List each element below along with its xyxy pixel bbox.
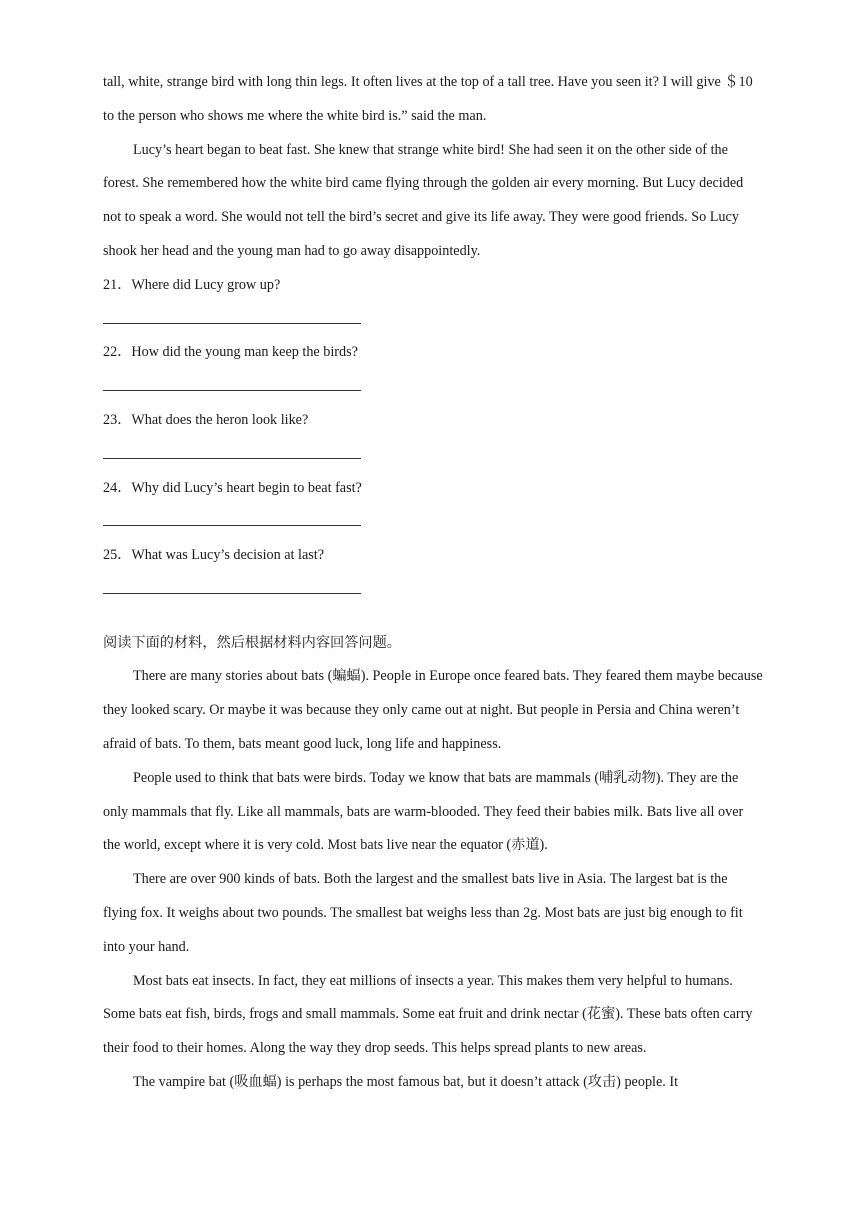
passage2-paragraph: Most bats eat insects. In fact, they eat millions of insects a year. This makes them very helpful to humans. Some bats eat fish, birds, frogs and small mammals. Some eat fruit and drink nectar (花蜜). These bats often carry their food to their homes. Along the way they drop seeds. This helps spread plants to new areas.: [103, 972, 753, 1057]
answer-line-23[interactable]: [103, 438, 361, 472]
section-instruction: 阅读下面的材料，然后根据材料内容回答问题。: [103, 634, 401, 651]
question-22: 22．How did the young man keep the birds?: [103, 344, 358, 361]
passage2-paragraph: There are many stories about bats (蝙蝠). People in Europe once feared bats. They feared them maybe because they looked scary. Or maybe it was because they only came out at night. But people in Persia and China weren’t afraid of bats. To them, bats meant good luck, long life and happiness.: [103, 668, 763, 752]
question-21: 21．Where did Lucy grow up?: [103, 276, 281, 293]
answer-line-24[interactable]: [103, 505, 361, 539]
passage2-paragraph: There are over 900 kinds of bats. Both the largest and the smallest bats live in Asia. The largest bat is the flying fox. It weighs about two pounds. The smallest bat weighs less than 2g. Most bats are just big enough to fit into your hand.: [103, 871, 743, 955]
passage2-paragraph: People used to think that bats were birds. Today we know that bats are mammals (哺乳动物). They are the only mammals that fly. Like all mammals, bats are warm-blooded. They feed their babies milk. Bats live all over the world, except where it is very cold. Most bats live near the equator (赤道).: [103, 769, 744, 854]
passage1-paragraph: tall, white, strange bird with long thin legs. It often lives at the top of a tall tree. Have you seen it? I will give ＄10 to the person who shows me where the white bird is.” said the man.: [103, 74, 753, 124]
passage2-paragraph: The vampire bat (吸血蝠) is perhaps the most famous bat, but it doesn’t attack (攻击) people. It: [133, 1073, 679, 1090]
answer-line-21[interactable]: [103, 303, 361, 337]
answer-line-25[interactable]: [103, 573, 361, 607]
question-24: 24．Why did Lucy’s heart begin to beat fast?: [103, 479, 362, 496]
document-page: [103, 66, 763, 1100]
passage1-paragraph: Lucy’s heart began to beat fast. She knew that strange white bird! She had seen it on the other side of the forest. She remembered how the white bird came flying through the golden air every morning. But Lucy decided not to speak a word. She would not tell the bird’s secret and give its life away. They were good friends. So Lucy shook her head and the young man had to go away disappointedly.: [103, 141, 744, 259]
question-23: 23．What does the heron look like?: [103, 411, 309, 428]
answer-line-22[interactable]: [103, 370, 361, 404]
question-25: 25．What was Lucy’s decision at last?: [103, 547, 325, 564]
